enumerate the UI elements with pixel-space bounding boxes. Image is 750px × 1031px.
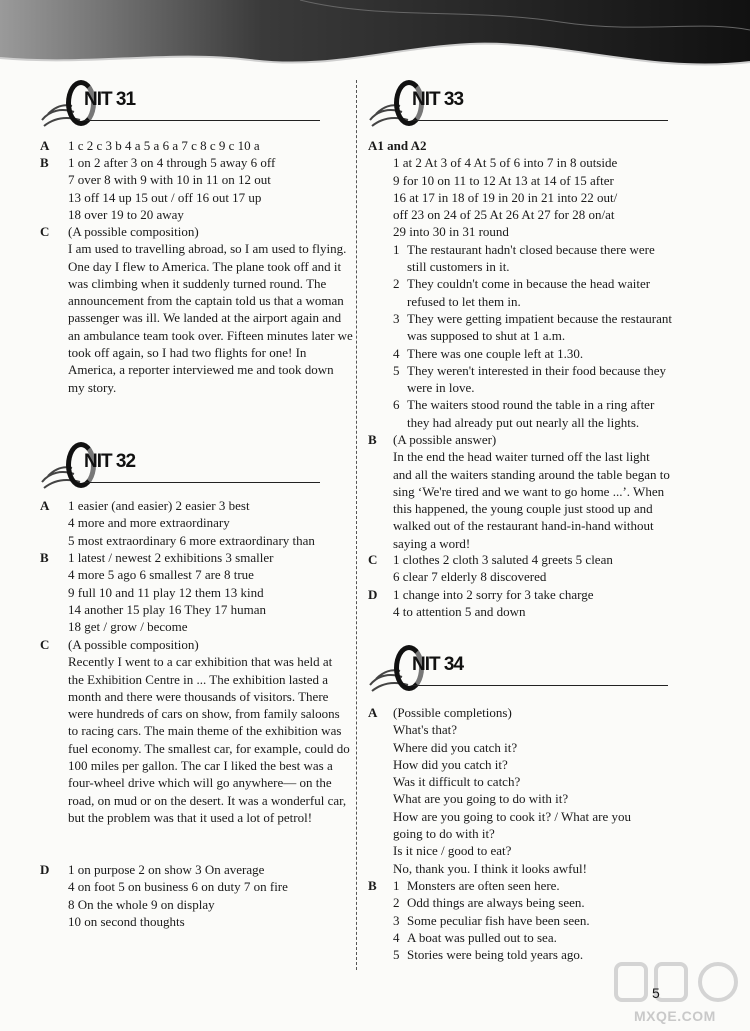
list-item: 5 They weren't interested in their food because they were in love. (393, 362, 666, 396)
answer-line: 13 off 14 up 15 out / off 16 out 17 up (68, 189, 262, 205)
answer-line: 1 easier (and easier) 2 easier 3 best (68, 498, 250, 513)
section-label: D (40, 862, 50, 877)
u32-section-b (40, 549, 350, 635)
answer-line: What are you going to do with it? (393, 791, 569, 807)
answer-line: Where did you catch it? (393, 739, 518, 755)
answer-line: going to do with it? (393, 826, 495, 842)
answer-line: 18 over 19 to 20 away (68, 206, 184, 222)
list-item: 1 The restaurant hadn't closed because there were still customers in it. (393, 241, 655, 275)
answer-line: 4 on foot 5 on business 6 on duty 7 on fire (68, 879, 288, 895)
section-label: A (40, 498, 50, 513)
answer-line: 16 at 17 in 18 of 19 in 20 in 21 into 22 out/ (393, 189, 618, 205)
title-rule (84, 482, 320, 483)
answer-line: 1 c 2 c 3 b 4 a 5 a 6 a 7 c 8 c 9 c 10 a (68, 138, 260, 153)
u33-section-b (368, 431, 673, 552)
answer-line: 8 On the whole 9 on display (68, 896, 215, 912)
answer-line: 10 on second thoughts (68, 913, 185, 929)
answer-line: 5 most extraordinary 6 more extraordinary than (68, 532, 315, 548)
section-label: D (368, 587, 378, 602)
section-intro: (A possible composition) (68, 637, 199, 652)
answer-text: In the end the head waiter turned off the last light and all the waiters standing around the table began to sing ‘We're tired and we want to go home ...’. When this happened, the young couple just stood up and walked out of the restaurant hand-in-hand without saying a word! (393, 449, 670, 551)
header-banner (0, 0, 750, 78)
answer-line: 29 into 30 in 31 round (393, 224, 509, 240)
list-item: 4 There was one couple left at 1.30. (393, 345, 584, 361)
answer-line: 1 clothes 2 cloth 3 saluted 4 greets 5 clean (393, 552, 613, 567)
answer-line: 1 at 2 At 3 of 4 At 5 of 6 into 7 in 8 outside (393, 155, 618, 171)
section-intro: (A possible answer) (393, 432, 497, 447)
list-item: 2 They couldn't come in because the head waiter refused to let them in. (393, 276, 651, 309)
answer-line: 14 another 15 play 16 They 17 human (68, 601, 266, 617)
section-label: A1 and A2 (368, 138, 427, 153)
u33-section-d (368, 586, 673, 621)
unit-title: NIT 31 (84, 89, 136, 110)
answer-line: 1 on purpose 2 on show 3 On average (68, 862, 265, 877)
unit-title: NIT 33 (412, 89, 464, 110)
list-item: 3 Some peculiar fish have been seen. (393, 912, 590, 928)
u31-section-a (40, 137, 350, 154)
composition-text: I am used to travelling abroad, so I am used to flying. One day I flew to America. The plane took off and it was climbing when it suddenly turned round. The announcement from the captain told us that a woman passenger was ill. We landed at the airport again and an ambulance team took over. Fifteen minutes later we took off again, so I had two flights for one! In America, a reporter interviewed me and took down my story. (68, 241, 353, 395)
title-rule (412, 120, 668, 121)
section-label: A (40, 138, 50, 153)
u33-section-c (368, 551, 673, 586)
answer-line: 4 more 5 ago 6 smallest 7 are 8 true (68, 567, 254, 583)
answer-line: Is it nice / good to eat? (393, 843, 512, 859)
answer-line: Was it difficult to catch? (393, 774, 521, 790)
u31-section-b (40, 154, 350, 223)
unit-title: NIT 34 (412, 654, 464, 675)
column-divider (356, 80, 357, 970)
answer-line: 1 latest / newest 2 exhibitions 3 smaller (68, 550, 274, 565)
section-intro: (A possible composition) (68, 224, 199, 239)
list-item: 4 A boat was pulled out to sea. (393, 929, 557, 945)
section-label: B (40, 550, 49, 565)
section-label: C (368, 552, 378, 567)
answer-line: 1 change into 2 sorry for 3 take charge (393, 587, 594, 602)
u32-section-c (40, 636, 350, 826)
answer-line: 7 over 8 with 9 with 10 in 11 on 12 out (68, 172, 271, 188)
answer-line: How are you going to cook it? / What are you (393, 808, 632, 824)
section-label: B (368, 878, 377, 893)
answer-line: 1 on 2 after 3 on 4 through 5 away 6 off (68, 155, 276, 170)
u33-section-a (368, 137, 673, 431)
list-item: 2 Odd things are always being seen. (393, 895, 585, 911)
unit-31-header (40, 76, 320, 138)
unit-title: NIT 32 (84, 451, 136, 472)
title-rule (412, 685, 668, 686)
answer-line: What's that? (393, 722, 458, 738)
section-label: C (40, 224, 50, 239)
list-item: 1 Monsters are often seen here. (393, 878, 560, 893)
section-label: B (40, 155, 49, 170)
u34-section-b (368, 877, 673, 963)
composition-text: Recently I went to a car exhibition that was held at the Exhibition Centre in ... The exhibition lasted a month and there were thousands of visitors. There were hundreds of cars on show, from family saloons to racing cars. The main theme of the exhibition was fuel economy. The smallest car, for example, could do 100 miles per gallon. The car I liked the best was a four-wheel drive which will go anywhere— on the road, on mud or on the desert. It was a wonderful car, but the problem was that it used a lot of petrol! (68, 654, 350, 825)
list-item: 3 They were getting impatient because the restaurant was supposed to shut at 1 a.m. (393, 310, 672, 344)
answer-line: 18 get / grow / become (68, 619, 188, 635)
watermark-text: MXQE.COM (634, 1008, 716, 1024)
answer-line: 6 clear 7 elderly 8 discovered (393, 569, 547, 585)
section-label: C (40, 637, 50, 652)
answer-line: (Possible completions) (393, 705, 512, 720)
unit-32-header (40, 438, 320, 500)
list-item: 6 The waiters stood round the table in a ring after they had already put out nearly all the lights. (393, 397, 655, 430)
u31-section-c (40, 223, 353, 396)
section-label: A (368, 705, 378, 720)
section-label: B (368, 432, 377, 447)
title-rule (84, 120, 320, 121)
list-item: 5 Stories were being told years ago. (393, 947, 584, 963)
answer-line: 9 full 10 and 11 play 12 them 13 kind (68, 584, 264, 600)
answer-line: 4 to attention 5 and down (393, 604, 526, 620)
answer-line: 4 more and more extraordinary (68, 515, 230, 531)
unit-33-header (368, 76, 668, 138)
answer-line: off 23 on 24 of 25 At 26 At 27 for 28 on/at (393, 207, 615, 223)
page-number: 5 (652, 985, 660, 1001)
answer-line: How did you catch it? (393, 756, 508, 772)
unit-34-header (368, 641, 668, 703)
answer-line: 9 for 10 on 11 to 12 At 13 at 14 of 15 after (393, 172, 614, 188)
u32-section-a (40, 497, 350, 549)
u32-section-d (40, 861, 350, 930)
answer-line: No, thank you. I think it looks awful! (393, 860, 587, 876)
u34-section-a (368, 704, 673, 877)
